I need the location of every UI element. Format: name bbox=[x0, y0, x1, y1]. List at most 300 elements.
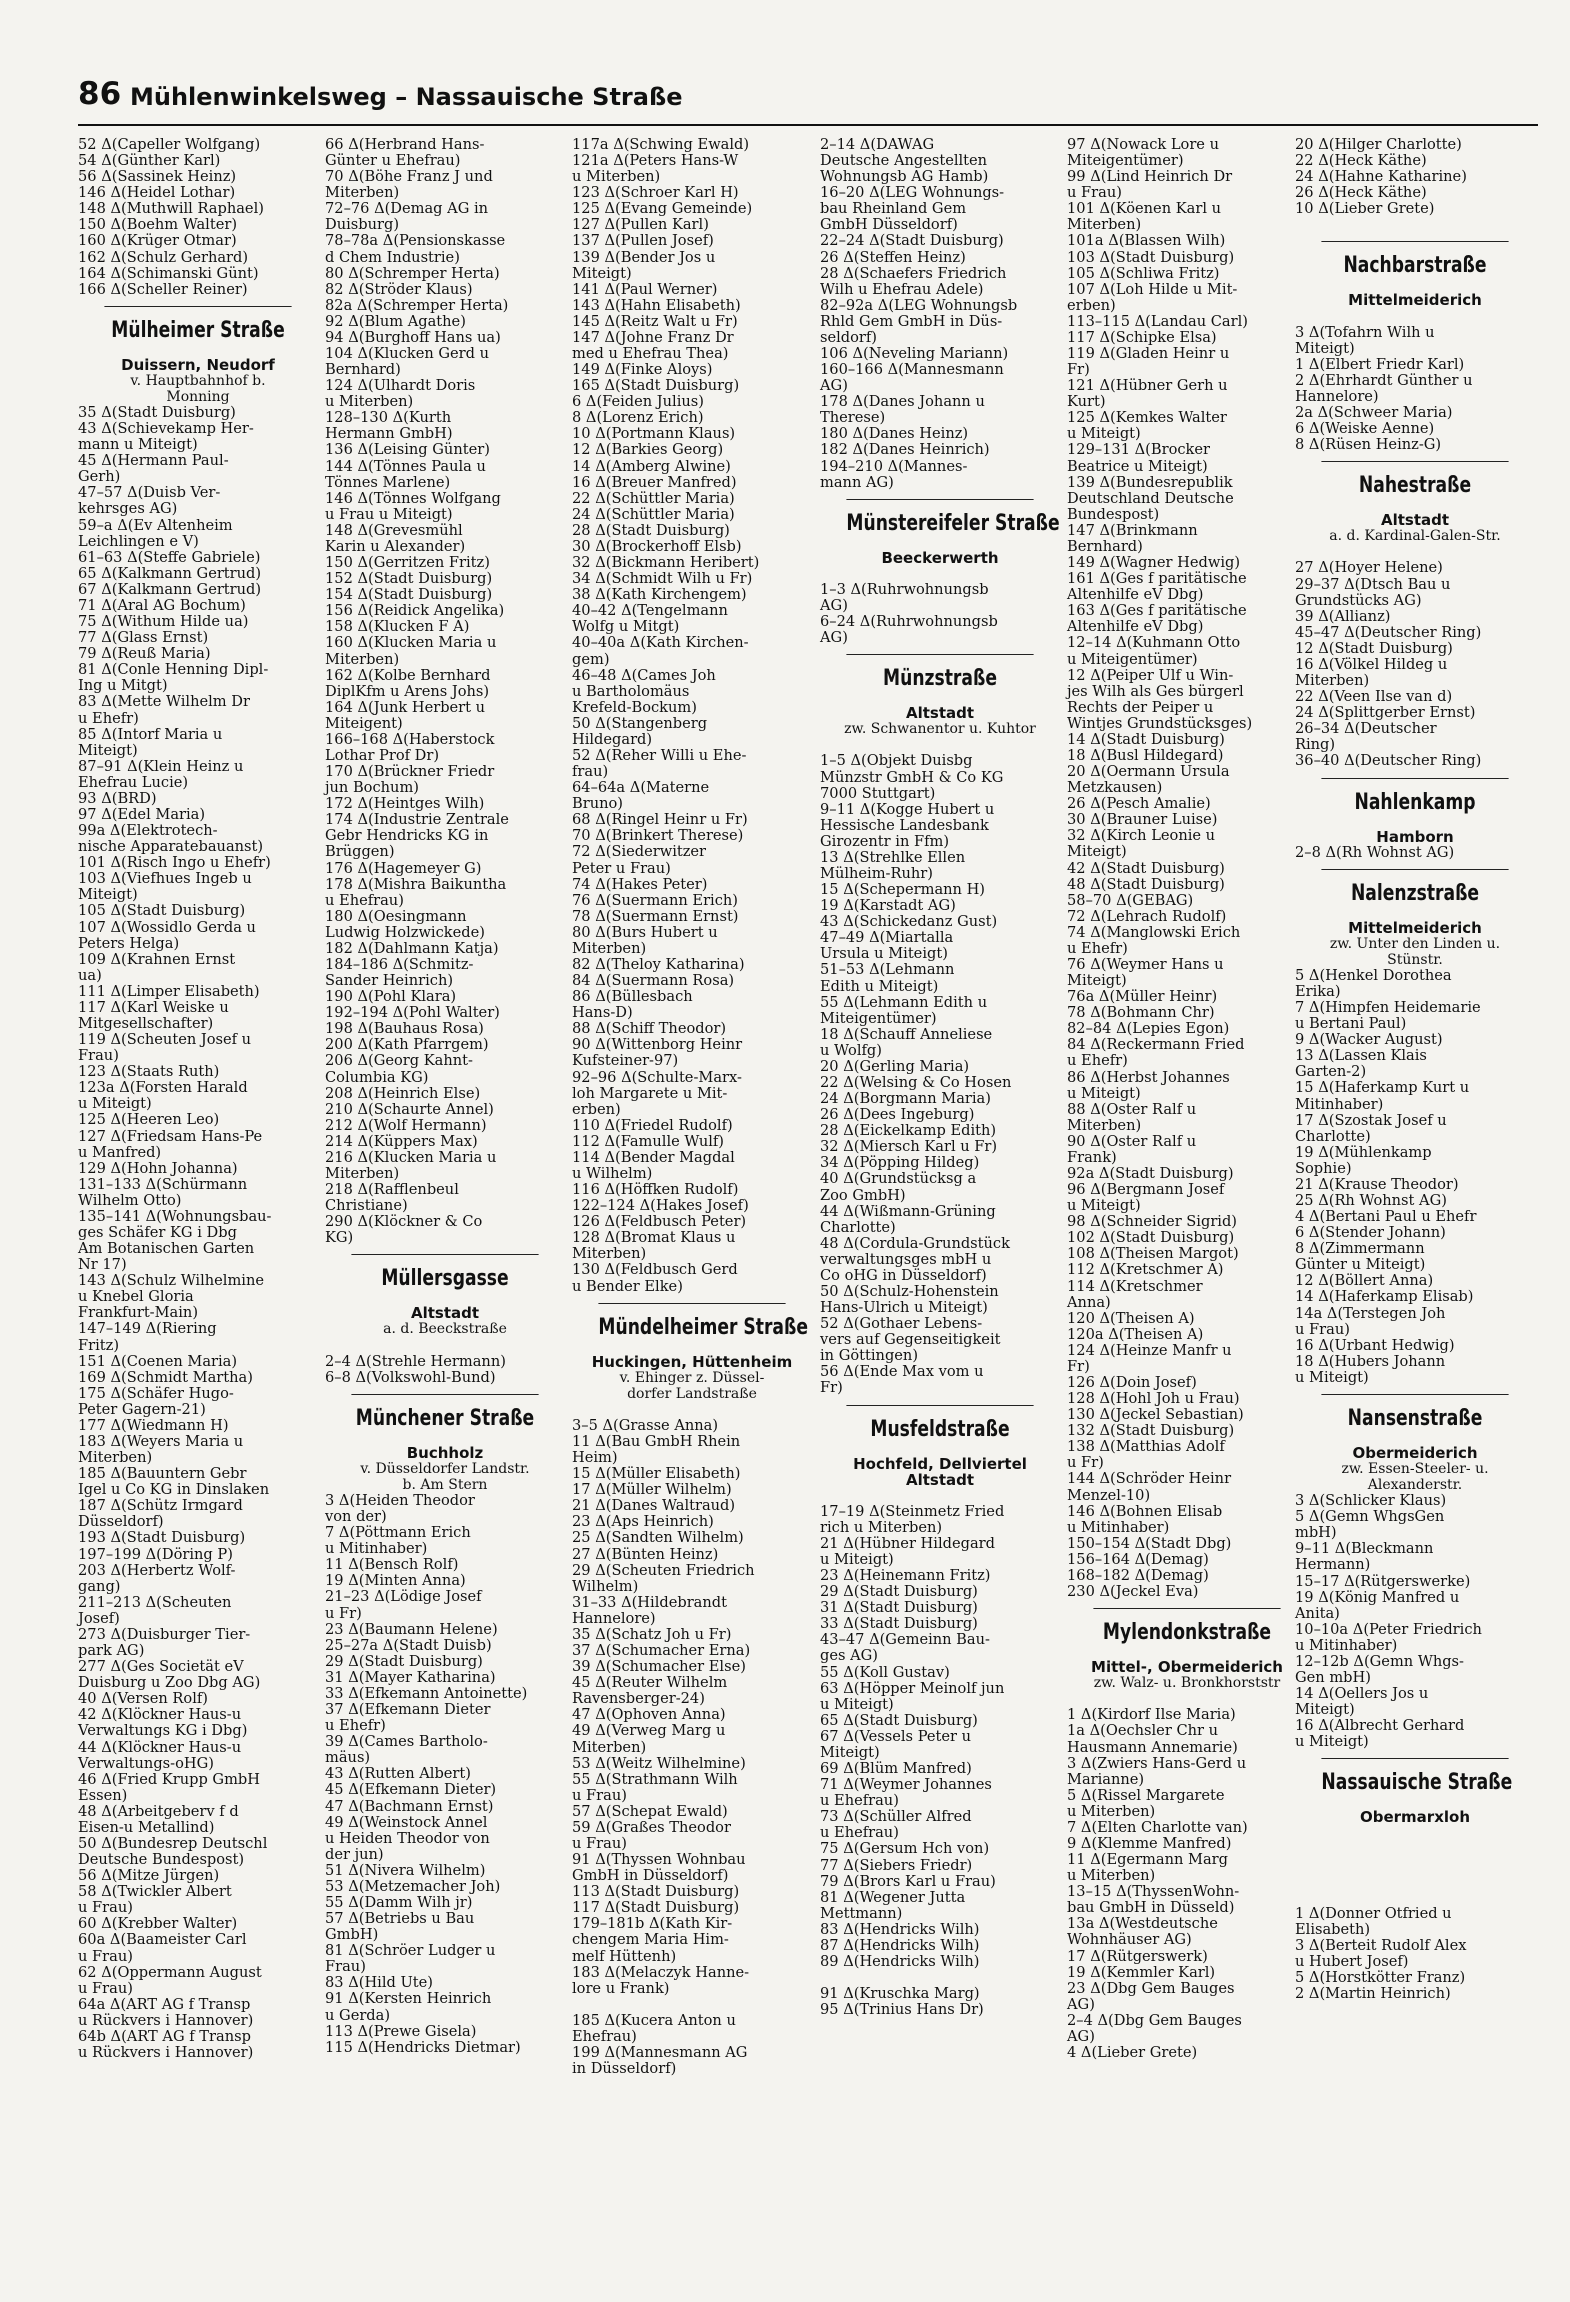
entry-line: 1 Δ(Donner Otfried u bbox=[1295, 1904, 1452, 1922]
entry-line: Kurt) bbox=[1067, 393, 1106, 411]
entry-line: 8 Δ(Zimmermann bbox=[1295, 1240, 1425, 1258]
entry-line: 29 Δ(Stadt Duisburg) bbox=[325, 1652, 483, 1670]
entry-line: Miterben) bbox=[1295, 672, 1370, 690]
entry-line: 52 Δ(Reher Willi u Ehe- bbox=[572, 746, 747, 764]
entry-line: Deutsche Angestellten bbox=[820, 152, 988, 170]
entry-line: GmbH Düsseldorf) bbox=[820, 216, 958, 234]
entry-line: 290 Δ(Klöckner & Co bbox=[325, 1213, 483, 1231]
entry-line: erben) bbox=[1067, 296, 1116, 314]
column-2 bbox=[325, 137, 565, 2056]
entry-line: Ursula u Miteigt) bbox=[820, 945, 948, 963]
entry-line: 208 Δ(Heinrich Else) bbox=[325, 1084, 481, 1102]
entry-line: mann u Miteigt) bbox=[78, 436, 198, 454]
entry-line: 40 Δ(Grundstücksg a bbox=[820, 1170, 977, 1188]
entry-line: Duisburg) bbox=[325, 216, 400, 234]
entry-line: Co oHG in Düsseldorf) bbox=[820, 1266, 987, 1284]
entry-line: 10 Δ(Portmann Klaus) bbox=[572, 425, 736, 443]
entry-line: 28 Δ(Eickelkamp Edith) bbox=[820, 1122, 997, 1140]
entry-line: u Miteigt) bbox=[820, 1551, 894, 1569]
entry-line: 9–11 Δ(Bleckmann bbox=[1295, 1540, 1434, 1558]
entry-line: 105 Δ(Schliwa Fritz) bbox=[1067, 264, 1220, 282]
entry-line: 22 Δ(Schüttler Maria) bbox=[572, 489, 735, 507]
entry-line: Miteigt) bbox=[1067, 843, 1127, 861]
entry-line: 2–4 Δ(Strehle Hermann) bbox=[325, 1352, 506, 1370]
entry-line: 92–96 Δ(Schulte-Marx- bbox=[572, 1068, 742, 1086]
entry-line: 30 Δ(Brauner Luise) bbox=[1067, 811, 1218, 829]
entry-line: 43–47 Δ(Gemeinn Bau- bbox=[820, 1631, 990, 1649]
entry-line: u Ehefr) bbox=[1067, 939, 1128, 957]
street-heading: Müllersgasse bbox=[351, 1254, 538, 1303]
entry-line: 277 Δ(Ges Societät eV bbox=[78, 1658, 244, 1676]
entry-line: u Miterben) bbox=[572, 168, 661, 186]
entry-line: 47 Δ(Ophoven Anna) bbox=[572, 1706, 726, 1724]
entry-line: 12 Δ(Barkies Georg) bbox=[572, 441, 724, 459]
entry-line: 9 Δ(Klemme Manfred) bbox=[1067, 1834, 1232, 1852]
entry-line: 27 Δ(Hoyer Helene) bbox=[1295, 559, 1443, 577]
entry-line: park AG) bbox=[78, 1642, 145, 1660]
entry-line: AG) bbox=[820, 596, 848, 614]
entry-line: 210 Δ(Schaurte Annel) bbox=[325, 1100, 494, 1118]
entry-line: 20 Δ(Gerling Maria) bbox=[820, 1057, 970, 1075]
entry-line: Sophie) bbox=[1295, 1159, 1352, 1177]
entry-line: 56 Δ(Ende Max vom u bbox=[820, 1363, 984, 1381]
spacer bbox=[820, 1488, 1060, 1504]
entry-line: 26 Δ(Pesch Amalie) bbox=[1067, 795, 1211, 813]
entry-line: 10 Δ(Lieber Grete) bbox=[1295, 200, 1435, 218]
entry-line: 145 Δ(Reitz Walt u Fr) bbox=[572, 312, 738, 330]
entry-line: Bundespost) bbox=[1067, 505, 1160, 523]
entry-line: 22–24 Δ(Stadt Duisburg) bbox=[820, 232, 1004, 250]
entry-line: Duisburg u Zoo Dbg AG) bbox=[78, 1674, 261, 1692]
entry-line: 198 Δ(Bauhaus Rosa) bbox=[325, 1020, 484, 1038]
entry-line: Am Botanischen Garten bbox=[78, 1240, 255, 1258]
street-heading: Nalenzstraße bbox=[1321, 869, 1508, 918]
entry-line: u Bender Elke) bbox=[572, 1277, 683, 1295]
entry-line: 14 Δ(Stadt Duisburg) bbox=[1067, 730, 1225, 748]
entry-line: 46–48 Δ(Cames Joh bbox=[572, 666, 716, 684]
entry-line: 6 Δ(Weiske Aenne) bbox=[1295, 420, 1435, 438]
entry-line: 17 Δ(Müller Wilhelm) bbox=[572, 1481, 732, 1499]
entry-line: 37 Δ(Efkemann Dieter bbox=[325, 1701, 491, 1719]
entry-line: 170 Δ(Brückner Friedr bbox=[325, 763, 495, 781]
entry-line: Hans-Ulrich u Miteigt) bbox=[820, 1299, 988, 1317]
entry-line: Wohnhäuser AG) bbox=[1067, 1931, 1192, 1949]
entry-line: 15 Δ(Schepermann H) bbox=[820, 881, 985, 899]
entry-line: Günter u Ehefrau) bbox=[325, 152, 461, 170]
entry-line: Ludwig Holzwickede) bbox=[325, 923, 485, 941]
entry-line: u Bertani Paul) bbox=[1295, 1015, 1407, 1033]
entry-line: 177 Δ(Wiedmann H) bbox=[78, 1416, 229, 1434]
entry-line: u Knebel Gloria bbox=[78, 1288, 194, 1306]
entry-line: 164 Δ(Schimanski Günt) bbox=[78, 264, 259, 282]
entry-line: 71 Δ(Weymer Johannes bbox=[820, 1776, 992, 1794]
entry-line: 3 Δ(Heiden Theodor bbox=[325, 1492, 475, 1510]
entry-line: 113 Δ(Stadt Duisburg) bbox=[572, 1883, 740, 1901]
entry-line: Bernhard) bbox=[325, 361, 401, 379]
entry-line: Fr) bbox=[820, 1379, 843, 1397]
entry-line: 3–5 Δ(Grasse Anna) bbox=[572, 1416, 719, 1434]
spacer bbox=[1295, 544, 1535, 560]
entry-line: 203 Δ(Herbertz Wolf- bbox=[78, 1561, 236, 1579]
entry-line: 115 Δ(Hendricks Dietmar) bbox=[325, 2038, 521, 2056]
entry-line: 138 Δ(Matthias Adolf bbox=[1067, 1438, 1225, 1456]
entry-line: 32 Δ(Miersch Karl u Fr) bbox=[820, 1138, 998, 1156]
entry-line: 67 Δ(Vessels Peter u bbox=[820, 1727, 972, 1745]
entry-line: 78 Δ(Bohmann Chr) bbox=[1067, 1004, 1215, 1022]
entry-line: mbH) bbox=[1295, 1524, 1337, 1542]
entry-line: 98 Δ(Schneider Sigrid) bbox=[1067, 1213, 1237, 1231]
entry-line: 109 Δ(Krahnen Ernst bbox=[78, 950, 236, 968]
entry-line: 51–53 Δ(Lehmann bbox=[820, 961, 955, 979]
entry-line: 136 Δ(Leising Günter) bbox=[325, 441, 490, 459]
entry-line: Miteigt) bbox=[78, 886, 138, 904]
entry-line: 151 Δ(Coenen Maria) bbox=[78, 1352, 238, 1370]
entry-line: Verwaltungs KG i Dbg) bbox=[78, 1722, 248, 1740]
entry-line: 12 Δ(Peiper Ulf u Win- bbox=[1067, 666, 1234, 684]
entry-line: 81 Δ(Wegener Jutta bbox=[820, 1888, 966, 1906]
entry-line: u Wolfg) bbox=[820, 1041, 882, 1059]
entry-line: Bernhard) bbox=[1067, 537, 1143, 555]
entry-line: 148 Δ(Grevesmühl bbox=[325, 521, 463, 539]
entry-line: 211–213 Δ(Scheuten bbox=[78, 1593, 232, 1611]
entry-line: 218 Δ(Rafflenbeul bbox=[325, 1181, 459, 1199]
entry-line: u Miteigt) bbox=[1295, 1368, 1369, 1386]
entry-line: 53 Δ(Metzemacher Joh) bbox=[325, 1877, 501, 1895]
entry-line: 147 Δ(Johne Franz Dr bbox=[572, 328, 734, 346]
entry-line: 5 Δ(Gemn WhgsGen bbox=[1295, 1508, 1445, 1526]
entry-line: u Rückvers i Hannover) bbox=[78, 2043, 254, 2061]
entry-line: 162 Δ(Kolbe Bernhard bbox=[325, 666, 491, 684]
entry-line: 23 Δ(Heinemann Fritz) bbox=[820, 1567, 991, 1585]
entry-line: 17–19 Δ(Steinmetz Fried bbox=[820, 1502, 1005, 1520]
entry-line: 25–27a Δ(Stadt Duisb) bbox=[325, 1636, 492, 1654]
entry-line: 17 Δ(Szostak Josef u bbox=[1295, 1111, 1447, 1129]
entry-line: 58–70 Δ(GEBAG) bbox=[1067, 891, 1194, 909]
entry-line: 60 Δ(Krebber Walter) bbox=[78, 1915, 238, 1933]
entry-line: 54 Δ(Günther Karl) bbox=[78, 152, 221, 170]
entry-line: 150–154 Δ(Stadt Dbg) bbox=[1067, 1534, 1232, 1552]
entry-line: u Ehefr) bbox=[1067, 1052, 1128, 1070]
entry-line: Altenhilfe eV Dbg) bbox=[1067, 618, 1204, 636]
district-name: Mittelmeiderich bbox=[1348, 918, 1482, 937]
entry-line: u Frau) bbox=[1295, 1320, 1350, 1338]
entry-line: 150 Δ(Gerritzen Fritz) bbox=[325, 554, 490, 572]
entry-line: Miteigentümer) bbox=[1067, 152, 1184, 170]
entry-line: 103 Δ(Viefhues Ingeb u bbox=[78, 870, 252, 888]
entry-line: 149 Δ(Finke Aloys) bbox=[572, 361, 713, 379]
entry-line: Miterben) bbox=[78, 1449, 153, 1467]
entry-line: Miteigt) bbox=[820, 1743, 880, 1761]
entry-line: 15 Δ(Haferkamp Kurt u bbox=[1295, 1079, 1470, 1097]
entry-line: chengem Maria Him- bbox=[572, 1931, 729, 1949]
entry-line: u Bartholomäus bbox=[572, 682, 690, 700]
entry-line: 55 Δ(Strathmann Wilh bbox=[572, 1770, 738, 1788]
entry-line: 7 Δ(Pöttmann Erich bbox=[325, 1524, 471, 1542]
spacer bbox=[1067, 1691, 1307, 1707]
entry-line: 128 Δ(Hohl Joh u Frau) bbox=[1067, 1390, 1240, 1408]
entry-line: 21 Δ(Krause Theodor) bbox=[1295, 1175, 1459, 1193]
entry-line: 43 Δ(Rutten Albert) bbox=[325, 1765, 471, 1783]
entry-line: 139 Δ(Bundesrepublik bbox=[1067, 473, 1233, 491]
entry-line: 31 Δ(Mayer Katharina) bbox=[325, 1668, 496, 1686]
entry-line: 124 Δ(Heinze Manfr u bbox=[1067, 1341, 1232, 1359]
entry-line: 22 Δ(Welsing & Co Hosen bbox=[820, 1073, 1012, 1091]
entry-line: 119 Δ(Gladen Heinr u bbox=[1067, 345, 1230, 363]
entry-line: Tönnes Marlene) bbox=[325, 473, 451, 491]
entry-line: Ehefrau Lucie) bbox=[78, 773, 189, 791]
entry-line: 161 Δ(Ges f paritätische bbox=[1067, 570, 1247, 588]
street-extent: dorfer Landstraße bbox=[627, 1385, 757, 1402]
entry-line: 87 Δ(Hendricks Wilh) bbox=[820, 1936, 980, 1954]
entry-line: 45 Δ(Hermann Paul- bbox=[78, 452, 229, 470]
entry-line: GmbH in Düsseldorf) bbox=[572, 1867, 729, 1885]
entry-line: 130 Δ(Jeckel Sebastian) bbox=[1067, 1406, 1244, 1424]
entry-line: Gerh) bbox=[78, 468, 121, 486]
entry-line: 114 Δ(Bender Magdal bbox=[572, 1148, 735, 1166]
entry-line: 182 Δ(Dahlmann Katja) bbox=[325, 939, 499, 957]
entry-line: jes Wilh als Ges bürgerl bbox=[1067, 682, 1244, 700]
entry-line: 24 Δ(Hahne Katharine) bbox=[1295, 168, 1467, 186]
entry-line: Mettmann) bbox=[820, 1904, 903, 1922]
entry-line: 206 Δ(Georg Kahnt- bbox=[325, 1052, 473, 1070]
entry-line: 125 Δ(Heeren Leo) bbox=[78, 1111, 220, 1129]
entry-line: Mitgesellschafter) bbox=[78, 1014, 214, 1032]
entry-line: u Rückvers i Hannover) bbox=[78, 2011, 254, 2029]
entry-line: u Miterben) bbox=[1067, 1867, 1156, 1885]
entry-line: 117a Δ(Schwing Ewald) bbox=[572, 136, 750, 153]
entry-line: 7000 Stuttgart) bbox=[820, 784, 936, 802]
entry-line: 57 Δ(Betriebs u Bau bbox=[325, 1910, 475, 1928]
entry-line: 149 Δ(Wagner Hedwig) bbox=[1067, 554, 1241, 572]
street-heading: Münstereifeler Straße bbox=[846, 499, 1033, 548]
page-header bbox=[78, 72, 1538, 126]
entry-line: 70 Δ(Böhe Franz J und bbox=[325, 168, 493, 186]
entry-line: 143 Δ(Schulz Wilhelmine bbox=[78, 1272, 265, 1290]
entry-line: 14 Δ(Oellers Jos u bbox=[1295, 1685, 1429, 1703]
entry-line: 129 Δ(Hohn Johanna) bbox=[78, 1159, 238, 1177]
entry-line: Miterben) bbox=[572, 1245, 647, 1263]
entry-line: mäus) bbox=[325, 1749, 371, 1767]
entry-line: 11 Δ(Bensch Rolf) bbox=[325, 1556, 459, 1574]
entry-line: 8 Δ(Rüsen Heinz-G) bbox=[1295, 436, 1442, 454]
entry-line: 21–23 Δ(Lödige Josef bbox=[325, 1588, 482, 1606]
page-number: 86 bbox=[78, 76, 122, 112]
entry-line: 68 Δ(Ringel Heinr u Fr) bbox=[572, 811, 748, 829]
entry-line: 15–17 Δ(Rütgerswerke) bbox=[1295, 1572, 1471, 1590]
entry-line: 185 Δ(Bauuntern Gebr bbox=[78, 1465, 247, 1483]
entry-line: Elisabeth) bbox=[1295, 1920, 1371, 1938]
entry-line: 52 Δ(Capeller Wolfgang) bbox=[78, 136, 261, 153]
entry-line: 216 Δ(Klucken Maria u bbox=[325, 1148, 497, 1166]
entry-line: 19 Δ(Kemmler Karl) bbox=[1067, 1963, 1216, 1981]
entry-line: 50 Δ(Schulz-Hohenstein bbox=[820, 1283, 999, 1300]
entry-line: 180 Δ(Oesingmann bbox=[325, 907, 467, 925]
entry-line: 120 Δ(Theisen A) bbox=[1067, 1309, 1195, 1327]
entry-line: 42 Δ(Klöckner Haus-u bbox=[78, 1706, 242, 1724]
entry-line: Hausmann Annemarie) bbox=[1067, 1738, 1238, 1756]
entry-line: Wohnungsb AG Hamb) bbox=[820, 168, 989, 186]
entry-line: 72–76 Δ(Demag AG in bbox=[325, 200, 489, 218]
entry-line: 165 Δ(Stadt Duisburg) bbox=[572, 377, 740, 395]
entry-line: 5 Δ(Rissel Margarete bbox=[1067, 1786, 1225, 1804]
entry-line: 214 Δ(Küppers Max) bbox=[325, 1132, 478, 1150]
entry-line: 71 Δ(Aral AG Bochum) bbox=[78, 596, 246, 614]
entry-line: 83 Δ(Hild Ute) bbox=[325, 1974, 433, 1992]
entry-line: 82 Δ(Ströder Klaus) bbox=[325, 280, 473, 298]
entry-line: 172 Δ(Heintges Wilh) bbox=[325, 795, 485, 813]
spacer bbox=[820, 1970, 1060, 1986]
entry-line: 144 Δ(Tönnes Paula u bbox=[325, 457, 486, 475]
entry-line: 2–4 Δ(Dbg Gem Bauges bbox=[1067, 2011, 1242, 2029]
entry-line: 86 Δ(Herbst Johannes bbox=[1067, 1068, 1230, 1086]
entry-line: ges AG) bbox=[820, 1647, 878, 1665]
entry-line: Kufsteiner-97) bbox=[572, 1052, 679, 1070]
entry-line: Charlotte) bbox=[820, 1218, 896, 1236]
entry-line: 192–194 Δ(Pohl Walter) bbox=[325, 1004, 500, 1022]
entry-line: Peters Helga) bbox=[78, 934, 180, 952]
entry-line: Bruno) bbox=[572, 795, 623, 813]
entry-line: 107 Δ(Wossidlo Gerda u bbox=[78, 918, 256, 936]
entry-line: u Manfred) bbox=[78, 1143, 162, 1161]
entry-line: 47–57 Δ(Duisb Ver- bbox=[78, 484, 221, 502]
entry-line: 158 Δ(Klucken F A) bbox=[325, 618, 470, 636]
street-extent: zw. Essen-Steeler- u. bbox=[1341, 1461, 1489, 1477]
street-extent: v. Ehinger z. Düssel- bbox=[619, 1369, 765, 1386]
entry-line: 2 Δ(Martin Heinrich) bbox=[1295, 1985, 1451, 2003]
entry-line: 40–42 Δ(Tengelmann bbox=[572, 602, 728, 620]
entry-line: 102 Δ(Stadt Duisburg) bbox=[1067, 1229, 1235, 1247]
entry-line: 81 Δ(Schröer Ludger u bbox=[325, 1942, 496, 1960]
entry-line: Gebr Hendricks KG in bbox=[325, 827, 489, 845]
entry-line: Essen) bbox=[78, 1786, 128, 1804]
entry-line: 21 Δ(Danes Waltraud) bbox=[572, 1497, 736, 1515]
entry-line: 77 Δ(Glass Ernst) bbox=[78, 629, 209, 647]
entry-line: 32 Δ(Bickmann Heribert) bbox=[572, 554, 760, 572]
entry-line: Grundstücks AG) bbox=[1295, 591, 1422, 609]
entry-line: 20 Δ(Oermann Ursula bbox=[1067, 763, 1230, 781]
entry-line: 12–14 Δ(Kuhmann Otto bbox=[1067, 634, 1241, 652]
entry-line: 44 Δ(Klöckner Haus-u bbox=[78, 1738, 242, 1756]
entry-line: bau GmbH in Düsseld) bbox=[1067, 1899, 1235, 1917]
entry-line: 39 Δ(Schumacher Else) bbox=[572, 1658, 746, 1676]
entry-line: 80 Δ(Burs Hubert u bbox=[572, 923, 718, 941]
entry-line: Deutschland Deutsche bbox=[1067, 489, 1234, 507]
entry-line: 131–133 Δ(Schürmann bbox=[78, 1175, 248, 1193]
column-4 bbox=[820, 137, 1060, 2018]
entry-line: 101a Δ(Blassen Wilh) bbox=[1067, 232, 1226, 250]
entry-line: 70 Δ(Brinkert Therese) bbox=[572, 827, 744, 845]
entry-line: 63 Δ(Höpper Meinolf jun bbox=[820, 1679, 1005, 1697]
entry-line: 25 Δ(Sandten Wilhelm) bbox=[572, 1529, 744, 1547]
district-name: Altstadt bbox=[905, 1470, 975, 1489]
entry-line: Fritz) bbox=[78, 1336, 120, 1354]
street-heading: Mylendonkstraße bbox=[1093, 1608, 1280, 1657]
entry-line: Wilhelm Otto) bbox=[78, 1191, 182, 1209]
entry-line: 61–63 Δ(Steffe Gabriele) bbox=[78, 548, 261, 566]
entry-line: 28 Δ(Schaefers Friedrich bbox=[820, 264, 1007, 282]
entry-line: 97 Δ(Edel Maria) bbox=[78, 805, 206, 823]
entry-line: Miteigt) bbox=[1067, 972, 1127, 990]
entry-line: 24 Δ(Schüttler Maria) bbox=[572, 505, 735, 523]
entry-line: 29 Δ(Stadt Duisburg) bbox=[820, 1583, 978, 1601]
entry-line: u Miteigt) bbox=[1295, 1733, 1369, 1751]
entry-line: Therese) bbox=[820, 409, 886, 427]
entry-line: 22 Δ(Heck Käthe) bbox=[1295, 152, 1427, 170]
entry-line: 91 Δ(Kruschka Marg) bbox=[820, 1985, 980, 2003]
entry-line: 82–92a Δ(LEG Wohnungsb bbox=[820, 296, 1018, 314]
entry-line: 30 Δ(Brockerhoff Elsb) bbox=[572, 537, 742, 555]
entry-line: 12 Δ(Böllert Anna) bbox=[1295, 1272, 1434, 1290]
entry-line: 185 Δ(Kucera Anton u bbox=[572, 2011, 736, 2029]
entry-line: 1a Δ(Oechsler Chr u bbox=[1067, 1722, 1219, 1740]
entry-line: 141 Δ(Paul Werner) bbox=[572, 280, 718, 298]
entry-line: 3 Δ(Zwiers Hans-Gerd u bbox=[1067, 1754, 1247, 1772]
entry-line: der jun) bbox=[325, 1845, 384, 1863]
entry-line: loh Margarete u Mit- bbox=[572, 1084, 728, 1102]
street-heading: Mündelheimer Straße bbox=[598, 1303, 785, 1352]
street-heading: Nassauische Straße bbox=[1321, 1758, 1508, 1807]
entry-line: 101 Δ(Köenen Karl u bbox=[1067, 200, 1222, 218]
entry-line: 76 Δ(Suermann Erich) bbox=[572, 891, 738, 909]
entry-line: u Wilhelm) bbox=[572, 1165, 653, 1182]
entry-line: 114 Δ(Kretschmer bbox=[1067, 1277, 1203, 1295]
entry-line: Frankfurt-Main) bbox=[78, 1304, 199, 1322]
column-3 bbox=[572, 137, 812, 2077]
entry-line: kehrsges AG) bbox=[78, 500, 178, 518]
entry-line: 187 Δ(Schütz Irmgard bbox=[78, 1497, 243, 1515]
entry-line: AG) bbox=[820, 629, 848, 647]
entry-line: 17 Δ(Rütgerswerk) bbox=[1067, 1947, 1208, 1965]
entry-line: 64–64a Δ(Materne bbox=[572, 779, 710, 797]
entry-line: Fr) bbox=[1067, 1357, 1090, 1375]
entry-line: DiplKfm u Arens Johs) bbox=[325, 682, 490, 700]
entry-line: 15 Δ(Müller Elisabeth) bbox=[572, 1465, 741, 1483]
entry-line: Columbia KG) bbox=[325, 1068, 429, 1086]
entry-line: 135–141 Δ(Wohnungsbau- bbox=[78, 1207, 272, 1225]
entry-line: Miterben) bbox=[325, 650, 400, 668]
entry-line: 156 Δ(Reidick Angelika) bbox=[325, 602, 505, 620]
entry-line: Fr) bbox=[1067, 361, 1090, 379]
entry-line: Miteigt) bbox=[1295, 1701, 1355, 1719]
entry-line: 74 Δ(Manglowski Erich bbox=[1067, 923, 1241, 941]
entry-line: 16 Δ(Albrecht Gerhard bbox=[1295, 1717, 1465, 1735]
entry-line: 11 Δ(Egermann Marg bbox=[1067, 1851, 1228, 1869]
entry-line: 7 Δ(Himpfen Heidemarie bbox=[1295, 999, 1481, 1017]
entry-line: Marianne) bbox=[1067, 1770, 1145, 1788]
entry-line: 47 Δ(Bachmann Ernst) bbox=[325, 1797, 494, 1815]
entry-line: ges Schäfer KG i Dbg bbox=[78, 1224, 237, 1241]
entry-line: 152 Δ(Stadt Duisburg) bbox=[325, 570, 493, 588]
entry-line: 19 Δ(Karstadt AG) bbox=[820, 897, 956, 915]
entry-line: Ing u Mitgt) bbox=[78, 677, 168, 695]
entry-line: Miteigt) bbox=[572, 264, 632, 282]
entry-line: 77 Δ(Siebers Friedr) bbox=[820, 1856, 973, 1874]
entry-line: 48 Δ(Cordula-Grundstück bbox=[820, 1234, 1010, 1252]
entry-line: 48 Δ(Arbeitgeberv f d bbox=[78, 1802, 239, 1820]
entry-line: Josef) bbox=[78, 1609, 120, 1627]
entry-line: 75 Δ(Withum Hilde ua) bbox=[78, 613, 249, 631]
street-extent: zw. Unter den Linden u. bbox=[1329, 935, 1501, 952]
street-extent: Stünstr. bbox=[1387, 951, 1443, 968]
entry-line: u Mitinhaber) bbox=[1295, 1636, 1398, 1654]
entry-line: Girozentr in Ffm) bbox=[820, 832, 950, 850]
entry-line: u Fr) bbox=[1067, 1454, 1104, 1472]
entry-line: 72 Δ(Siederwitzer bbox=[572, 843, 707, 861]
entry-line: melf Hüttenh) bbox=[572, 1947, 677, 1965]
entry-line: 45 Δ(Reuter Wilhelm bbox=[572, 1674, 728, 1692]
street-extent: a. d. Kardinal-Galen-Str. bbox=[1329, 528, 1501, 545]
entry-line: 82 Δ(Theloy Katharina) bbox=[572, 955, 745, 973]
